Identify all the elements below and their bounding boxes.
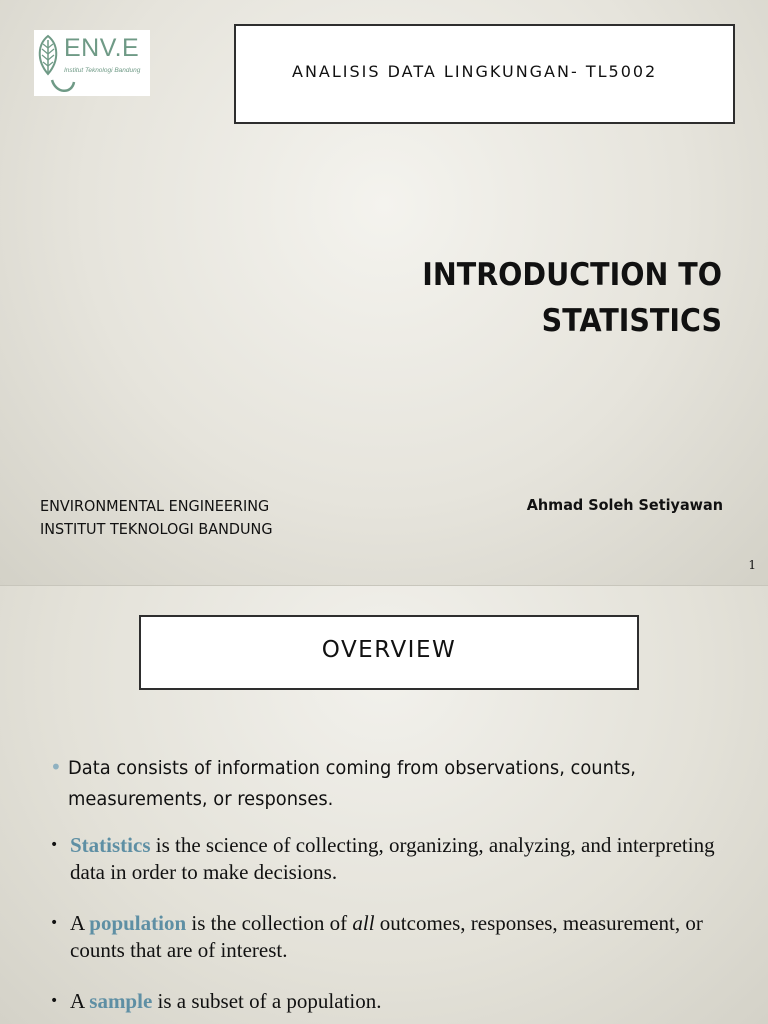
bullet-dot-icon: • — [50, 755, 62, 779]
title-line-2: STATISTICS — [541, 303, 722, 339]
bullet-text-rest: outcomes, responses, measurement, or counts that are of interest. — [70, 911, 703, 962]
bullet-prefix: A — [70, 989, 90, 1013]
bullet-text-rest: is the science of collecting, organizing, analyzing, and interpreting data in order to make decisions. — [70, 833, 715, 884]
department — [40, 495, 272, 541]
bullet-mid: is the collection of — [186, 911, 353, 935]
department-line-1: ENVIRONMENTAL ENGINEERING — [40, 497, 270, 515]
bullet-dot-icon: • — [50, 837, 59, 853]
overview-heading: OVERVIEW — [321, 637, 457, 663]
logo-text: ENV.E — [64, 34, 140, 62]
slide-title-text — [244, 252, 722, 344]
course-title: ANALISIS DATA LINGKUNGAN- TL5002 — [292, 62, 658, 81]
overview-box — [139, 615, 639, 690]
bullet-prefix: A — [70, 911, 90, 935]
bullet-text — [70, 910, 750, 964]
slide-overview — [0, 586, 768, 1024]
bullet-text-rest: is a subset of a population. — [152, 989, 382, 1013]
bullet-dot-icon: • — [50, 993, 59, 1009]
env-e-logo — [34, 30, 150, 96]
author-name: Ahmad Soleh Setiyawan — [526, 496, 723, 514]
keyword-statistics: Statistics — [70, 833, 151, 857]
logo-subtext: Institut Teknologi Bandung — [64, 67, 141, 74]
bullet-emphasis: all — [352, 911, 375, 935]
bullet-text — [70, 832, 750, 886]
page-number: 1 — [748, 558, 756, 572]
keyword-population: population — [89, 911, 187, 935]
bullet-text: Data consists of information coming from observations, counts, measurements, or responses. — [68, 757, 636, 810]
title-line-1: INTRODUCTION TO — [422, 257, 722, 293]
keyword-sample: sample — [89, 989, 153, 1013]
bullet-dot-icon: • — [50, 915, 59, 931]
course-box — [234, 24, 735, 124]
bullet-text — [70, 988, 750, 1015]
department-line-2: INSTITUT TEKNOLOGI BANDUNG — [40, 520, 273, 538]
